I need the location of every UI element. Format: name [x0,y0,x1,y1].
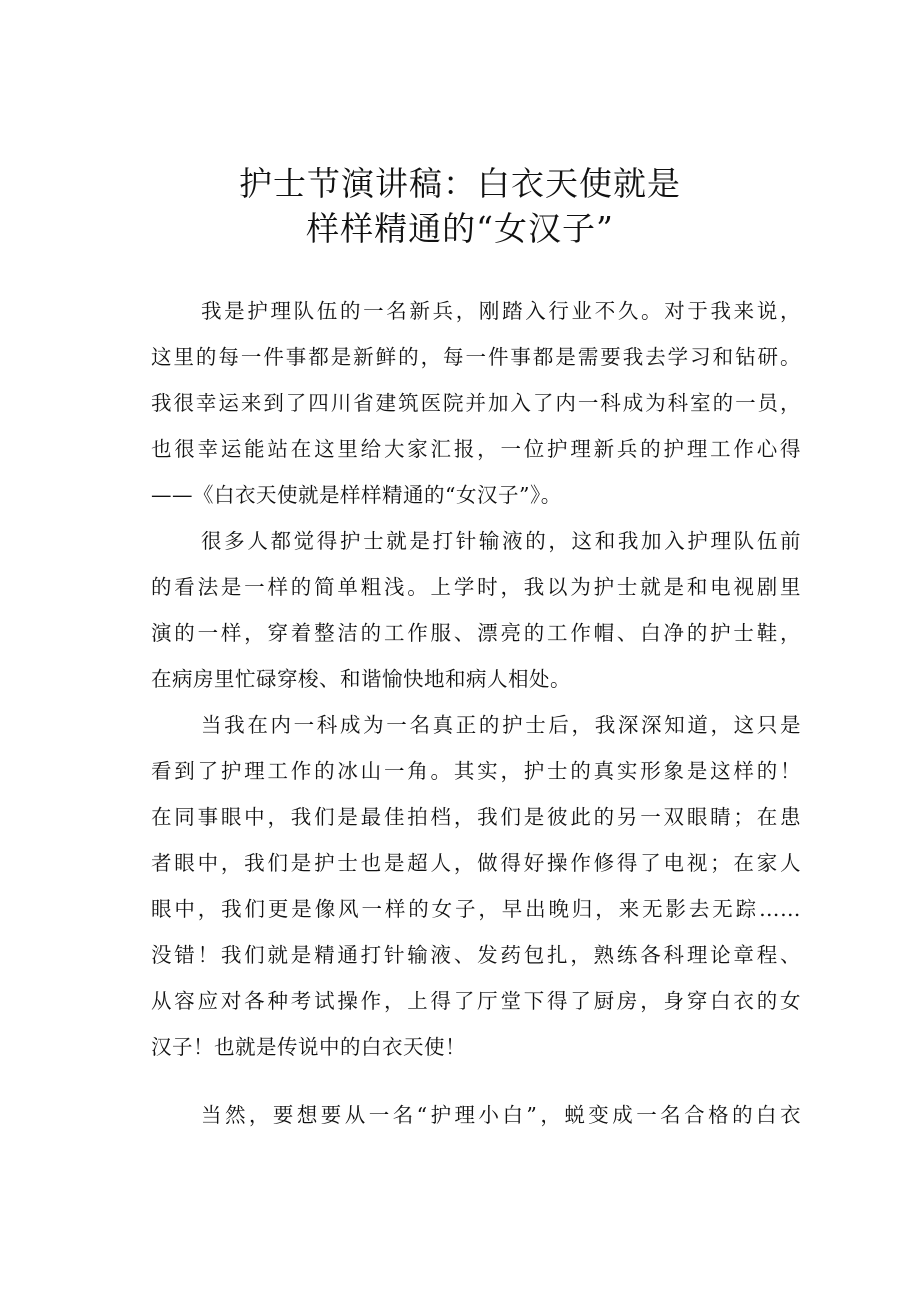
paragraph-2-line-2: 的看法是一样的简单粗浅。上学时，我以为护士就是和电视剧里 [151,575,801,599]
document-title-line-2: 样样精通的“女汉子” [306,209,614,248]
paragraph-3-line-3: 在同事眼中，我们是最佳拍档，我们是彼此的另一双眼睛；在患 [151,805,801,829]
paragraph-2-line-4: 在病房里忙碌穿梭、和谐愉快地和病人相处。 [151,667,571,691]
paragraph-1-line-5: ——《白衣天使就是样样精通的“女汉子”》。 [151,483,562,507]
paragraph-3-line-6: 没错！我们就是精通打针输液、发药包扎，熟练各科理论章程、 [151,943,801,967]
paragraph-3-line-8: 汉子！也就是传说中的白衣天使！ [151,1035,466,1059]
paragraph-2-line-1: 很多人都觉得护士就是打针输液的，这和我加入护理队伍前 [201,529,801,553]
paragraph-1-line-4: 也很幸运能站在这里给大家汇报，一位护理新兵的护理工作心得 [151,437,801,461]
document-title-line-1: 护士节演讲稿：白衣天使就是 [239,164,681,203]
paragraph-3-line-5: 眼中，我们更是像风一样的女子，早出晚归，来无影去无踪…… [151,897,801,921]
paragraph-3-line-2: 看到了护理工作的冰山一角。其实，护士的真实形象是这样的！ [151,759,801,783]
paragraph-3-line-7: 从容应对各种考试操作，上得了厅堂下得了厨房，身穿白衣的女 [151,989,801,1013]
paragraph-2-line-3: 演的一样，穿着整洁的工作服、漂亮的工作帽、白净的护士鞋， [151,621,801,645]
paragraph-4-line-1: 当然，要想要从一名“护理小白”，蜕变成一名合格的白衣 [201,1103,801,1127]
paragraph-1-line-1: 我是护理队伍的一名新兵，刚踏入行业不久。对于我来说， [201,299,801,323]
paragraph-3-line-4: 者眼中，我们是护士也是超人，做得好操作修得了电视；在家人 [151,851,801,875]
paragraph-3-line-1: 当我在内一科成为一名真正的护士后，我深深知道，这只是 [201,713,801,737]
paragraph-1-line-3: 我很幸运来到了四川省建筑医院并加入了内一科成为科室的一员， [151,391,801,415]
paragraph-1-line-2: 这里的每一件事都是新鲜的，每一件事都是需要我去学习和钻研。 [151,345,801,369]
